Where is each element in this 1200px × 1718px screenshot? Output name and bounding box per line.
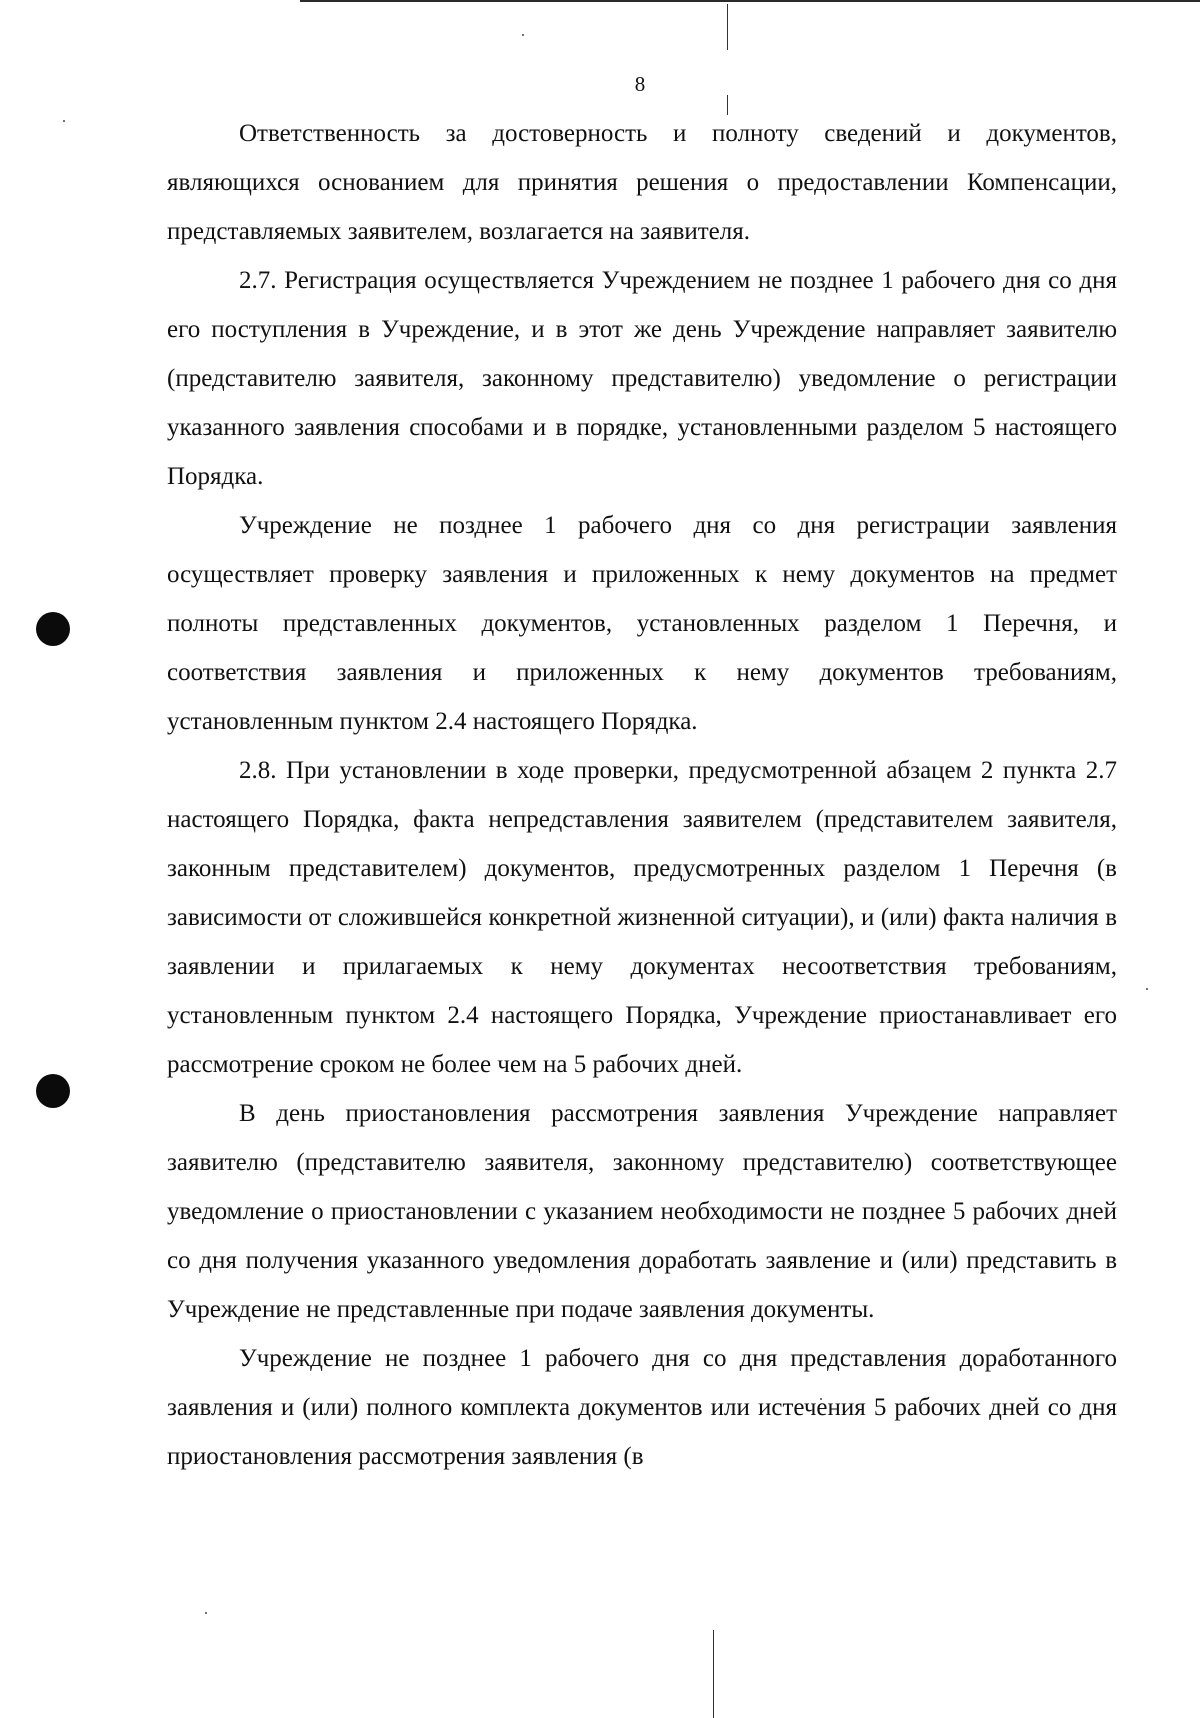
scan-artifact-line xyxy=(727,4,728,50)
scan-speck xyxy=(522,34,524,36)
punch-hole xyxy=(36,612,70,646)
paragraph: 2.7. Регистрация осуществляется Учреждением не позднее 1 рабочего дня со дня его поступления в Учреждение, и в этот же день Учреждение направляет заявителю (представителю заявителя, законному представителю) уведомление о регистрации указанного заявления способами и в порядке, установленными разделом 5 настоящего Порядка. xyxy=(167,267,1117,490)
paragraph: Учреждение не позднее 1 рабочего дня со дня регистрации заявления осуществляет проверку заявления и приложенных к нему документов на предмет полноты представленных документов, установленных разделом 1 Перечня, и соответствия заявления и приложенных к нему документов требованиям, установленным пунктом 2.4 настоящего Порядка. xyxy=(167,512,1117,735)
paragraph: 2.8. При установлении в ходе проверки, предусмотренной абзацем 2 пункта 2.7 настоящего Порядка, факта непредставления заявителем (представителем заявителя, законным представителем) документов, предусмотренных разделом 1 Перечня (в зависимости от сложившейся конкретной жизненной ситуации), и (или) факта наличия в заявлении и прилагаемых к нему документах несоответствия требованиям, установленным пунктом 2.4 настоящего Порядка, Учреждение приостанавливает его рассмотрение сроком не более чем на 5 рабочих дней. xyxy=(167,757,1117,1078)
scan-speck xyxy=(1146,988,1148,990)
scan-speck xyxy=(63,120,65,122)
scan-speck xyxy=(205,1612,207,1614)
paragraph: В день приостановления рассмотрения заявления Учреждение направляет заявителю (представителю заявителя, законному представителю) соответствующее уведомление о приостановлении с указанием необходимости не позднее 5 рабочих дней со дня получения указанного уведомления доработать заявление и (или) представить в Учреждение не представленные при подаче заявления документы. xyxy=(167,1100,1117,1323)
page-number: 8 xyxy=(634,72,646,96)
document-body xyxy=(167,109,1117,1481)
paragraph: Учреждение не позднее 1 рабочего дня со дня представления доработанного заявления и (или) полного комплекта документов или истечения 5 рабочих дней со дня приостановления рассмотрения заявления (в xyxy=(167,1345,1117,1470)
scan-artifact-line xyxy=(713,1630,714,1718)
punch-hole xyxy=(36,1074,70,1108)
paragraph: Ответственность за достоверность и полноту сведений и документов, являющихся основанием для принятия решения о предоставлении Компенсации, представляемых заявителем, возлагается на заявителя. xyxy=(167,120,1117,245)
scan-edge-line xyxy=(300,0,1200,2)
